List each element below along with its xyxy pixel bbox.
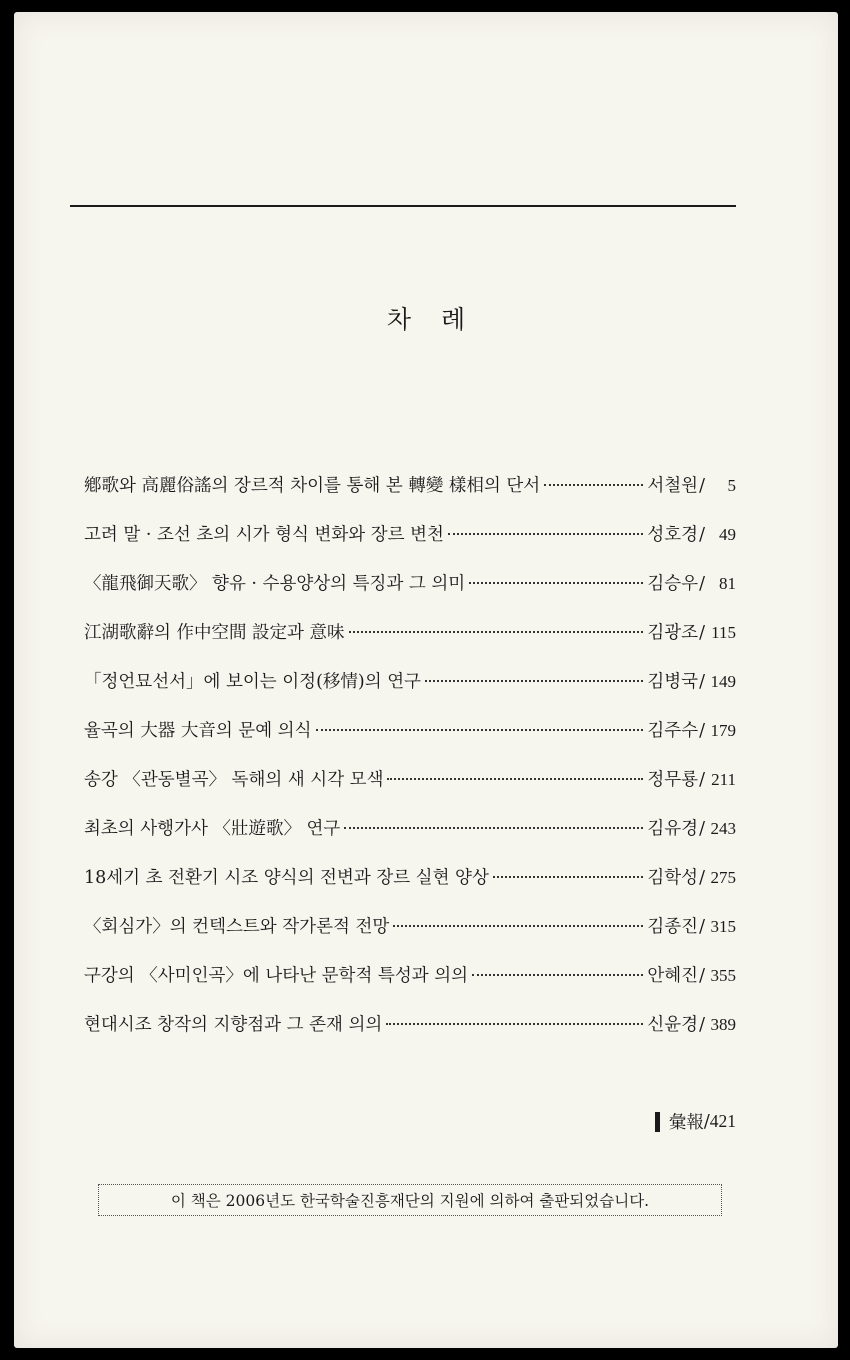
toc-entry-title: 구강의 〈사미인곡〉에 나타난 문학적 특성과 의의 xyxy=(84,966,469,986)
toc-separator: / xyxy=(699,1015,705,1035)
toc-entry-title: 「정언묘선서」에 보이는 이정(移情)의 연구 xyxy=(84,672,422,692)
toc-leader-dots xyxy=(316,728,644,731)
toc-entry xyxy=(84,913,736,962)
page-title: 차 례 xyxy=(386,305,477,334)
toc-entry-page: 115 xyxy=(711,623,736,642)
toc-separator: / xyxy=(699,623,705,643)
toc-leader-dots xyxy=(472,973,643,976)
toc-entry xyxy=(84,570,736,619)
toc-entry-page: 5 xyxy=(727,476,736,495)
toc-separator: / xyxy=(699,917,705,937)
toc-entry xyxy=(84,472,736,521)
toc-separator: / xyxy=(699,966,705,986)
toc-leader-dots xyxy=(448,532,643,535)
toc-entry xyxy=(84,864,736,913)
toc-separator: / xyxy=(699,574,705,594)
toc-separator: / xyxy=(699,868,705,888)
toc-separator: / xyxy=(699,770,705,790)
toc-leader-dots xyxy=(544,483,643,486)
toc-entry-title: 율곡의 大器 大音의 문예 의식 xyxy=(84,721,312,741)
toc-leader-dots xyxy=(386,1022,643,1025)
toc-entry-page: 211 xyxy=(711,770,736,789)
toc-entry xyxy=(84,766,736,815)
toc-entry xyxy=(84,521,736,570)
toc-entry-author: 김유경 xyxy=(647,819,699,839)
toc-entry-title: 〈회심가〉의 컨텍스트와 작가론적 전망 xyxy=(84,917,390,937)
toc-entry-author: 정무룡 xyxy=(647,770,699,790)
toc-entry-title: 최초의 사행가사 〈壯遊歌〉 연구 xyxy=(84,819,341,839)
toc-separator: / xyxy=(699,721,705,741)
toc-entry-page: 179 xyxy=(710,721,736,740)
toc-entry-author: 김학성 xyxy=(647,868,699,888)
toc-entry-author: 김종진 xyxy=(647,917,699,937)
toc-entry-page: 275 xyxy=(710,868,736,887)
toc-entry-page: 389 xyxy=(710,1015,736,1034)
toc-leader-dots xyxy=(393,924,643,927)
appendix-entry xyxy=(655,1109,736,1134)
book-page xyxy=(14,12,838,1348)
toc-entry-author: 김병국 xyxy=(647,672,699,692)
toc-entry-title: 〈龍飛御天歌〉 향유 · 수용양상의 특징과 그 의미 xyxy=(84,574,466,594)
toc-entry-author: 김승우 xyxy=(647,574,699,594)
toc-entry-author: 안혜진 xyxy=(647,966,699,986)
toc-leader-dots xyxy=(469,581,643,584)
toc-entry-author: 성호경 xyxy=(647,525,699,545)
toc-separator: / xyxy=(699,476,705,496)
top-rule xyxy=(70,205,736,207)
toc-entry-author: 서철원 xyxy=(647,476,699,496)
table-of-contents xyxy=(84,472,736,1060)
toc-leader-dots xyxy=(493,875,644,878)
toc-leader-dots xyxy=(425,679,643,682)
toc-entry-author: 신윤경 xyxy=(647,1015,699,1035)
toc-entry-page: 355 xyxy=(710,966,736,985)
toc-entry-page: 315 xyxy=(710,917,736,936)
toc-entry xyxy=(84,815,736,864)
toc-leader-dots xyxy=(349,630,644,633)
toc-entry xyxy=(84,962,736,1011)
toc-entry-title: 현대시조 창작의 지향점과 그 존재 의의 xyxy=(84,1015,383,1035)
appendix-label: 彙報 xyxy=(668,1113,704,1133)
appendix-separator: / xyxy=(703,1111,710,1132)
funding-notice-text: 이 책은 2006년도 한국학술진흥재단의 지원에 의하여 출판되었습니다. xyxy=(170,1192,650,1210)
toc-entry-title: 고려 말 · 조선 초의 시가 형식 변화와 장르 변천 xyxy=(84,525,444,545)
toc-leader-dots xyxy=(387,777,643,780)
toc-entry-page: 49 xyxy=(719,525,736,544)
toc-entry-title: 江湖歌辭의 作中空間 設定과 意味 xyxy=(84,623,345,643)
toc-entry-author: 김주수 xyxy=(647,721,699,741)
toc-entry-page: 81 xyxy=(719,574,736,593)
appendix-page: 421 xyxy=(709,1111,736,1131)
toc-separator: / xyxy=(699,819,705,839)
toc-entry-title: 18세기 초 전환기 시조 양식의 전변과 장르 실현 양상 xyxy=(84,868,489,888)
toc-entry-title: 鄕歌와 高麗俗謠의 장르적 차이를 통해 본 轉變 樣相의 단서 xyxy=(84,476,541,496)
toc-leader-dots xyxy=(344,826,643,829)
toc-entry xyxy=(84,668,736,717)
toc-separator: / xyxy=(699,672,705,692)
toc-entry-title: 송강 〈관동별곡〉 독해의 새 시각 모색 xyxy=(84,770,384,790)
toc-separator: / xyxy=(699,525,705,545)
toc-entry xyxy=(84,619,736,668)
toc-entry-page: 149 xyxy=(710,672,736,691)
toc-entry-page: 243 xyxy=(710,819,736,838)
funding-notice xyxy=(98,1184,722,1216)
toc-entry-author: 김광조 xyxy=(647,623,699,643)
toc-entry xyxy=(84,717,736,766)
toc-entry xyxy=(84,1011,736,1060)
section-marker xyxy=(655,1112,660,1132)
